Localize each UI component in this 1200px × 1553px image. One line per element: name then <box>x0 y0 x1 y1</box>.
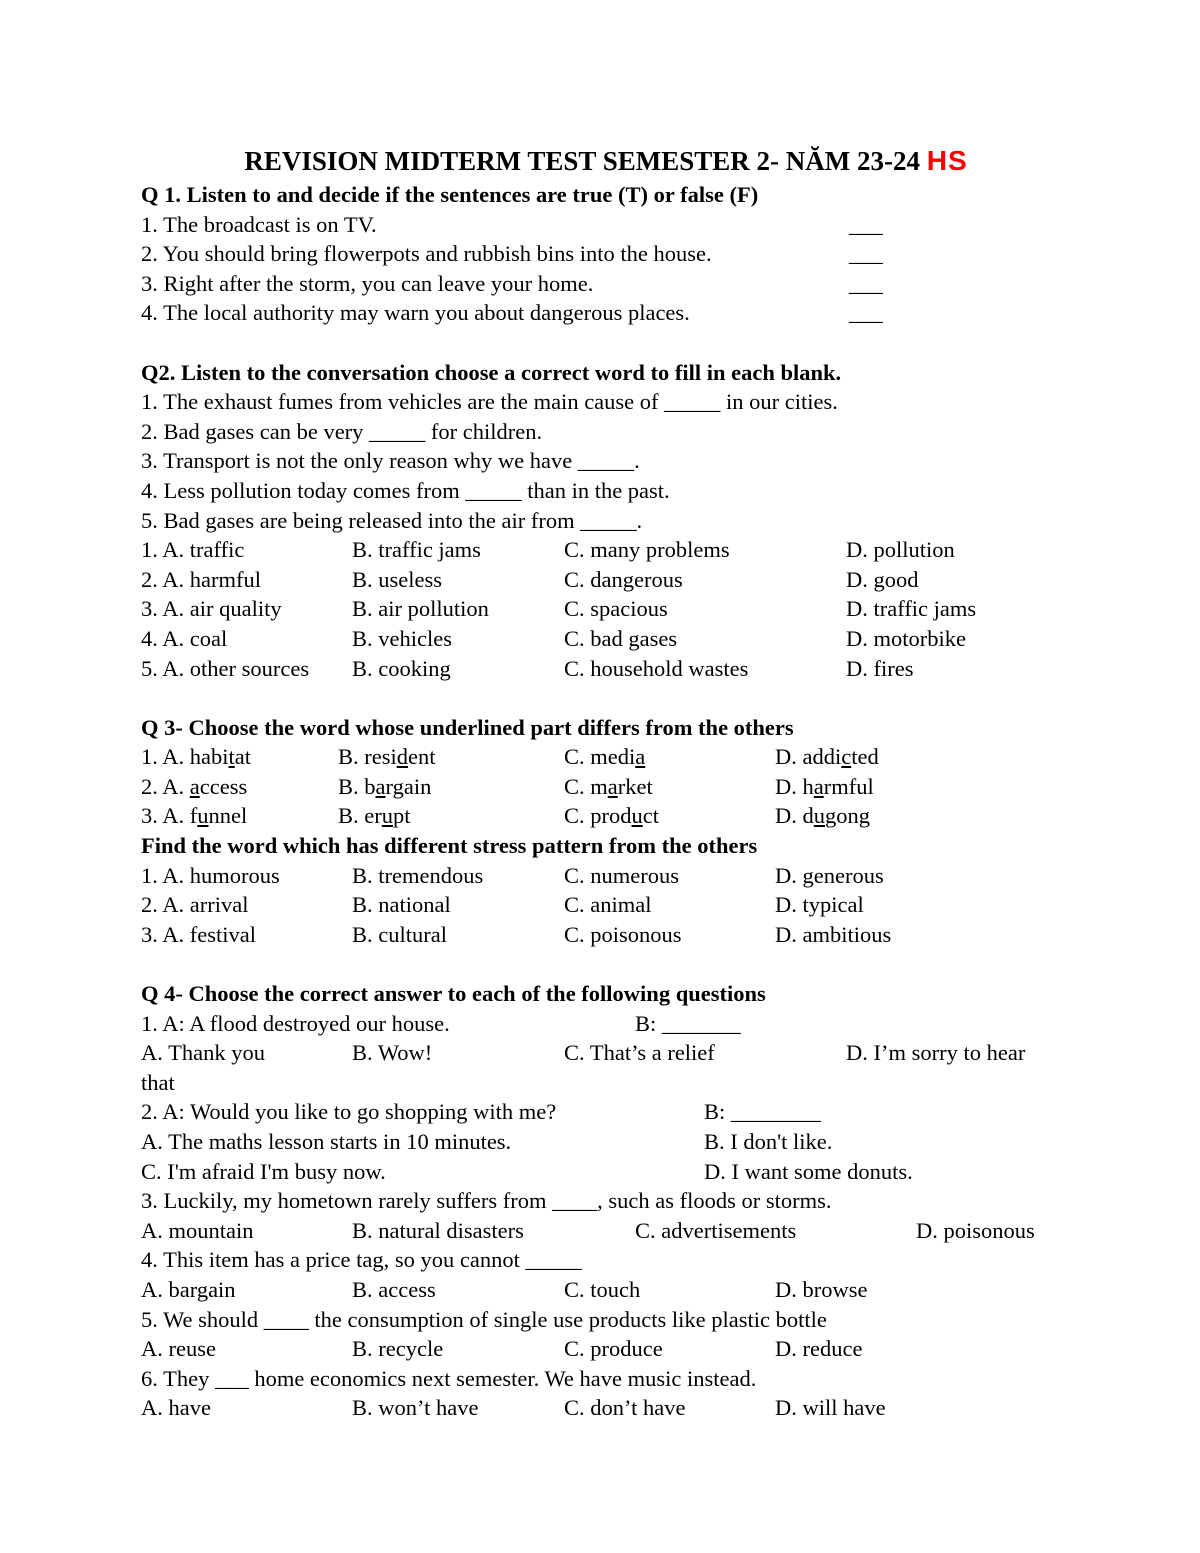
underlined-letter: a <box>607 773 618 799</box>
option[interactable]: D. motorbike <box>846 625 966 651</box>
option[interactable]: 5. A. other sources <box>141 655 310 681</box>
q4-options-row <box>141 1127 1071 1157</box>
q2-options-row <box>141 535 1071 565</box>
q2-options-row <box>141 654 1071 684</box>
option[interactable]: B. cultural <box>352 921 447 947</box>
option[interactable]: B. vehicles <box>352 625 452 651</box>
option[interactable]: C. many problems <box>564 537 730 563</box>
option[interactable]: D. poisonous <box>916 1217 1035 1243</box>
worksheet-page <box>141 142 1071 1423</box>
underlined-letter: a <box>635 744 646 770</box>
option[interactable]: B. access <box>352 1276 436 1302</box>
underlined-letter: u <box>381 803 393 829</box>
question-text: 1. A: A flood destroyed our house. <box>141 1010 450 1036</box>
option[interactable]: B. cooking <box>352 655 451 681</box>
q2-sentence: 4. Less pollution today comes from _____ than in the past. <box>141 477 670 503</box>
option[interactable]: D. reduce <box>775 1336 863 1362</box>
option[interactable]: A. bargain <box>141 1276 236 1302</box>
option[interactable]: D. ambitious <box>775 921 892 947</box>
option[interactable]: C. bad gases <box>564 625 678 651</box>
q4-options-row <box>141 1393 1071 1423</box>
q4-options-row <box>141 1275 1071 1305</box>
q2-sentence: 1. The exhaust fumes from vehicles are the main cause of _____ in our cities. <box>141 389 838 415</box>
option[interactable]: D. typical <box>775 892 864 918</box>
option[interactable]: D. browse <box>775 1276 868 1302</box>
stress-options-row <box>141 861 1071 891</box>
q1-item: 1. The broadcast is on TV. ___ <box>141 210 1071 240</box>
underlined-letter: a <box>189 773 200 799</box>
option[interactable]: D. addicted <box>775 744 879 770</box>
q2-heading: Q2. Listen to the conversation choose a correct word to fill in each blank. <box>141 359 842 385</box>
option[interactable]: 3. A. festival <box>141 921 256 947</box>
q3-heading: Q 3- Choose the word whose underlined part differs from the others <box>141 714 794 740</box>
option[interactable]: C. spacious <box>564 596 668 622</box>
option[interactable]: C. market <box>564 773 653 799</box>
q2-sentence: 3. Transport is not the only reason why we have _____. <box>141 448 640 474</box>
option[interactable]: D. harmful <box>775 773 874 799</box>
option[interactable]: B. erupt <box>338 803 411 829</box>
option-continuation: that <box>141 1069 175 1095</box>
option[interactable]: C. household wastes <box>564 655 749 681</box>
q3-options-row <box>141 742 1071 772</box>
option[interactable]: 4. A. coal <box>141 625 228 651</box>
q1-heading: Q 1. Listen to and decide if the sentences are true (T) or false (F) <box>141 182 759 207</box>
answer-blank[interactable]: ___ <box>849 270 883 296</box>
option[interactable]: C. dangerous <box>564 566 683 592</box>
option[interactable]: B. bargain <box>338 773 432 799</box>
q4-options-row <box>141 1216 1071 1246</box>
option[interactable]: 2. A. harmful <box>141 566 261 592</box>
option[interactable]: B. natural disasters <box>352 1217 524 1243</box>
option[interactable]: C. touch <box>564 1276 641 1302</box>
option[interactable]: C. advertisements <box>635 1217 797 1243</box>
option[interactable]: 2. A. arrival <box>141 892 249 918</box>
option[interactable]: B. tremendous <box>352 862 484 888</box>
q4-question <box>141 1097 1071 1127</box>
option[interactable]: D. generous <box>775 862 884 888</box>
option[interactable]: B. Wow! <box>352 1040 433 1066</box>
q4-question: 5. We should ____ the consumption of single use products like plastic bottle <box>141 1306 827 1332</box>
option[interactable]: D. good <box>846 566 919 592</box>
option[interactable]: B. national <box>352 892 451 918</box>
option[interactable]: 3. A. air quality <box>141 596 282 622</box>
q1-item: 2. You should bring flowerpots and rubbish bins into the house. ___ <box>141 239 1071 269</box>
option[interactable]: C. product <box>564 803 659 829</box>
q4-question: 4. This item has a price tag, so you cannot _____ <box>141 1247 582 1273</box>
q2-options-row <box>141 594 1071 624</box>
q4-options-row <box>141 1334 1071 1364</box>
option[interactable]: C. produce <box>564 1336 663 1362</box>
option[interactable]: C. don’t have <box>564 1395 686 1421</box>
option[interactable]: D. I want some donuts. <box>704 1158 913 1184</box>
q1-item: 3. Right after the storm, you can leave your home. ___ <box>141 269 1071 299</box>
option[interactable]: B. won’t have <box>352 1395 479 1421</box>
option[interactable]: 3. A. funnel <box>141 803 248 829</box>
option[interactable]: B. resident <box>338 744 436 770</box>
answer-blank[interactable]: ___ <box>849 300 883 326</box>
answer-blank[interactable]: B: ________ <box>704 1099 821 1125</box>
option[interactable]: C. media <box>564 744 646 770</box>
page-title <box>141 142 1071 180</box>
option[interactable]: A. The maths lesson starts in 10 minutes. <box>141 1129 512 1154</box>
q4-question: 6. They ___ home economics next semester. We have music instead. <box>141 1365 757 1391</box>
option[interactable]: B. useless <box>352 566 442 592</box>
title-text: REVISION MIDTERM TEST SEMESTER 2- NĂM 23-24 <box>244 146 920 176</box>
spacer <box>141 683 1071 713</box>
q2-sentence: 5. Bad gases are being released into the air from _____. <box>141 507 643 533</box>
q4-question <box>141 1009 1071 1039</box>
stress-options-row <box>141 920 1071 950</box>
option[interactable]: A. reuse <box>141 1336 216 1362</box>
option[interactable]: 1. A. humorous <box>141 862 280 888</box>
answer-blank[interactable]: ___ <box>849 241 883 267</box>
option[interactable]: D. will have <box>775 1395 886 1421</box>
q4-question: 3. Luckily, my hometown rarely suffers from ____, such as floods or storms. <box>141 1188 832 1214</box>
q2-options-row <box>141 624 1071 654</box>
option[interactable]: 2. A. access <box>141 773 248 799</box>
stress-heading: Find the word which has different stress pattern from the others <box>141 833 758 859</box>
stress-options-row <box>141 890 1071 920</box>
option[interactable]: D. fires <box>846 655 914 681</box>
underlined-letter: c <box>841 744 852 770</box>
option[interactable]: B. I don't like. <box>704 1129 833 1154</box>
q4-options-row <box>141 1038 1071 1068</box>
option[interactable]: C. I'm afraid I'm busy now. <box>141 1158 386 1184</box>
option[interactable]: D. dugong <box>775 803 870 829</box>
underlined-letter: u <box>631 803 643 829</box>
answer-blank[interactable]: ___ <box>849 211 883 237</box>
option[interactable]: B. air pollution <box>352 596 489 622</box>
answer-blank[interactable]: B: _______ <box>635 1010 741 1036</box>
option[interactable]: A. Thank you <box>141 1040 265 1066</box>
q2-options-row <box>141 565 1071 595</box>
underlined-letter: u <box>197 803 209 829</box>
q2-sentence: 2. Bad gases can be very _____ for children. <box>141 418 543 444</box>
option[interactable]: D. traffic jams <box>846 596 977 622</box>
option[interactable]: C. poisonous <box>564 921 682 947</box>
option[interactable]: A. mountain <box>141 1217 254 1243</box>
q3-options-row <box>141 801 1071 831</box>
q3-options-row <box>141 772 1071 802</box>
underlined-letter: u <box>813 803 825 829</box>
option[interactable]: B. recycle <box>352 1336 444 1362</box>
option[interactable]: B. traffic jams <box>352 537 481 563</box>
option[interactable]: C. numerous <box>564 862 679 888</box>
question-text: 2. A: Would you like to go shopping with me? <box>141 1099 557 1125</box>
q4-heading: Q 4- Choose the correct answer to each of the following questions <box>141 981 766 1007</box>
option[interactable]: D. I’m sorry to hear <box>846 1040 1026 1066</box>
option[interactable]: C. animal <box>564 892 652 918</box>
q4-options-row <box>141 1157 1071 1187</box>
underlined-letter: t <box>228 744 235 770</box>
spacer <box>141 949 1071 979</box>
underlined-letter: d <box>396 744 408 770</box>
option[interactable]: D. pollution <box>846 537 955 563</box>
option[interactable]: 1. A. habitat <box>141 744 252 770</box>
underlined-letter: a <box>813 773 824 799</box>
underlined-letter: a <box>375 773 386 799</box>
title-tag: HS <box>926 145 968 176</box>
option[interactable]: A. have <box>141 1395 211 1421</box>
q1-item: 4. The local authority may warn you about dangerous places. ___ <box>141 298 1071 328</box>
spacer <box>141 328 1071 358</box>
option[interactable]: C. That’s a relief <box>564 1040 715 1066</box>
option[interactable]: 1. A. traffic <box>141 537 245 563</box>
